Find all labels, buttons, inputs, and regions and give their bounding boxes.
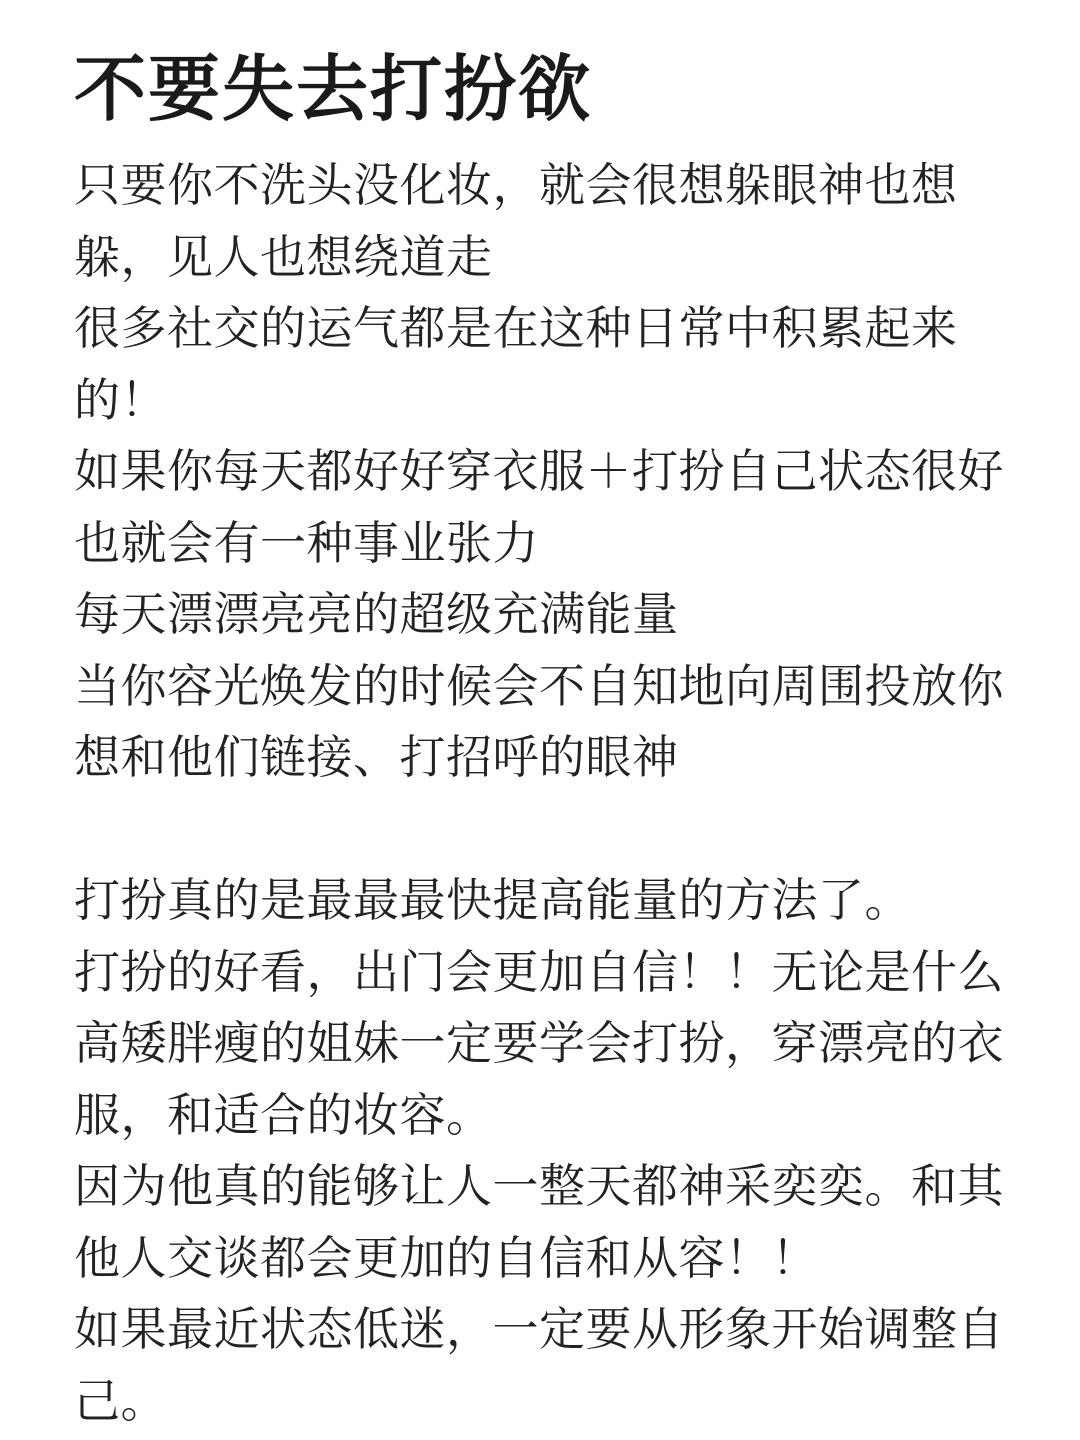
paragraph-4: 每天漂漂亮亮的超级充满能量 xyxy=(74,587,679,641)
paragraph-3: 如果你每天都好好穿衣服＋打扮自己状态很好也就会有一种事业张力 xyxy=(74,444,1004,570)
article xyxy=(74,44,1014,1437)
paragraph-6: 打扮真的是最最最快提高能量的方法了。 xyxy=(74,873,911,927)
paragraph-9: 如果最近状态低迷，一定要从形象开始调整自己。 xyxy=(74,1302,1004,1428)
paragraph-gap xyxy=(74,794,1014,866)
paragraph-7: 打扮的好看，出门会更加自信！！无论是什么高矮胖瘦的姐妹一定要学会打扮，穿漂亮的衣服，和适合的妆容。 xyxy=(74,944,1004,1142)
paragraph-8: 因为他真的能够让人一整天都神采奕奕。和其他人交谈都会更加的自信和从容！！ xyxy=(74,1159,1004,1285)
paragraph-2: 很多社交的运气都是在这种日常中积累起来的！ xyxy=(74,301,958,427)
paragraph-1: 只要你不洗头没化妆，就会很想躲眼神也想躲，见人也想绕道走 xyxy=(74,158,958,284)
paragraph-5: 当你容光焕发的时候会不自知地向周围投放你想和他们链接、打招呼的眼神 xyxy=(74,658,1004,784)
article-body xyxy=(74,150,1014,1437)
page-title: 不要失去打扮欲 xyxy=(74,47,593,131)
